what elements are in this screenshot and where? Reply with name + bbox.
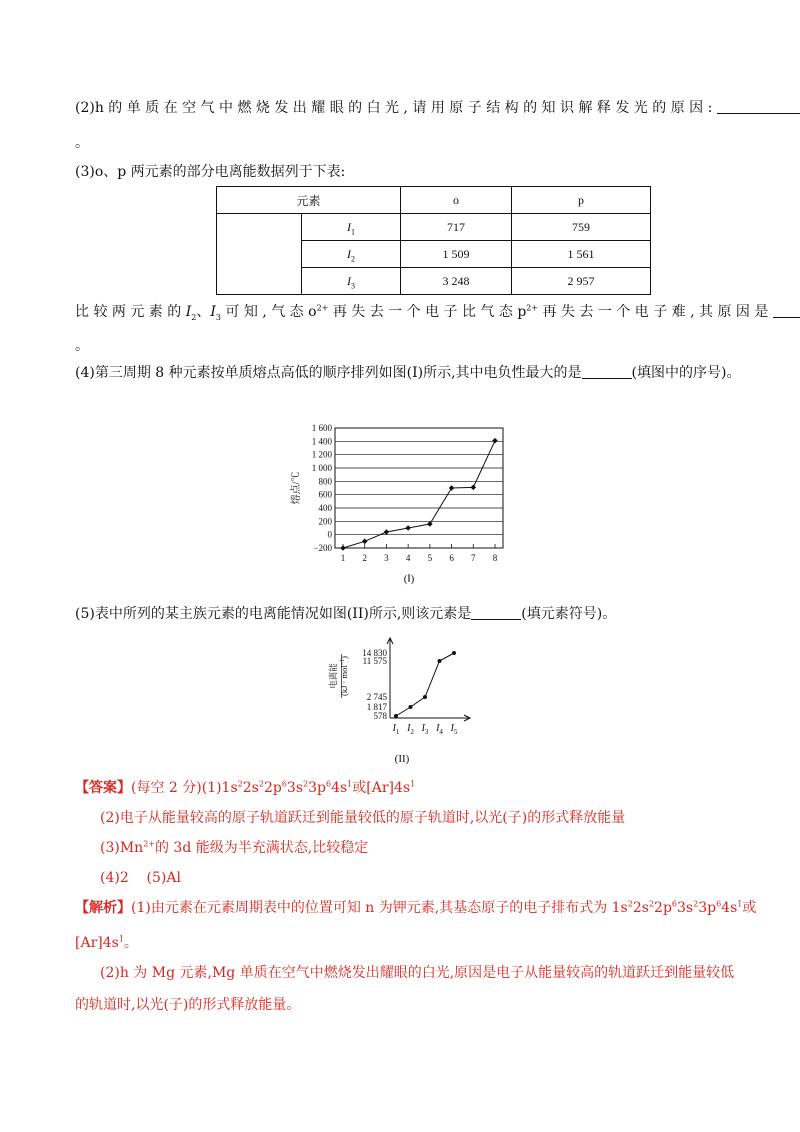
- plot-frame: [335, 428, 503, 548]
- table-cell-label: $I_2$: [302, 241, 401, 268]
- table-empty-cell: [217, 214, 302, 295]
- table-cell: 3 248: [401, 268, 512, 295]
- table-cell: 1 509: [401, 241, 512, 268]
- answer-blank: [773, 303, 800, 318]
- y-tick-label: 1 000: [311, 463, 332, 473]
- y-tick-label: 800: [318, 476, 332, 487]
- data-point: [423, 695, 427, 699]
- x-tick-label: 5: [427, 553, 433, 563]
- y-axis-label: 电离能: [328, 663, 338, 689]
- x-tick-label: $I_5$: [450, 723, 458, 736]
- question-2-text: (2)h 的 单 质 在 空 气 中 燃 烧 发 出 耀 眼 的 白 光 , 请 用 原 子 结 构 的 知 识 解 释 发 光 的 原 因 :: [75, 100, 713, 116]
- table-cell: 1 561: [512, 241, 651, 268]
- answer-line-3: $(3)Mn^{2+}$的 3d 能级为半充满状态,比较稳定: [100, 839, 369, 856]
- x-tick-label: $I_2$: [407, 723, 414, 736]
- series-line: [396, 653, 454, 716]
- data-point: [362, 539, 368, 545]
- answer-blank: [582, 364, 632, 379]
- data-point: [427, 521, 433, 527]
- y-tick-label: 1 600: [311, 423, 332, 433]
- data-point: [449, 485, 455, 491]
- melting-point-chart: [285, 420, 525, 590]
- analysis-line-4: 的轨道时,以光(子)的形式释放能量。: [75, 997, 301, 1013]
- table-header-cell: o: [401, 187, 512, 214]
- data-point: [340, 545, 346, 551]
- analysis-line-2: $[Ar]4s^1$。: [75, 934, 138, 951]
- ionization-energy-table: [216, 186, 651, 295]
- answer-line-1: 【答案】(每空 2 分)$(1)1s^22s^22p^63s^23p^64s^1$或$[Ar]4s^1$: [75, 779, 416, 796]
- x-tick-label: $I_3$: [421, 723, 429, 736]
- y-tick-label: 1 817: [366, 702, 387, 712]
- question-5: (5)表中所列的某主族元素的电离能情况如图(II)所示,则该元素是 (填元素符号)。: [75, 606, 617, 622]
- y-tick-label: 400: [318, 503, 332, 513]
- question-2-end: 。: [75, 135, 89, 151]
- ionization-energy-chart: [318, 632, 478, 767]
- x-tick-label: 6: [449, 553, 454, 563]
- y-tick-label: 200: [318, 516, 332, 527]
- x-tick-label: 8: [492, 553, 498, 563]
- table-header-cell: p: [512, 187, 651, 214]
- table-header-cell: 元素: [217, 187, 401, 214]
- x-tick-label: $I_1$: [392, 723, 400, 736]
- data-point: [394, 714, 398, 718]
- analysis-tag: 【解析】: [75, 900, 131, 916]
- question-4: (4)第三周期 8 种元素按单质熔点高低的顺序排列如图(I)所示,其中电负性最大的是 (填图中的序号)。: [75, 365, 741, 381]
- table-cell-label: $I_1$: [302, 214, 401, 241]
- x-tick-label: 4: [405, 553, 411, 563]
- x-tick-label: 2: [362, 553, 367, 563]
- data-point: [470, 485, 476, 491]
- x-tick-label: 1: [340, 553, 346, 563]
- y-tick-label: −200: [313, 543, 332, 553]
- question-2: [75, 98, 800, 118]
- answer-line-4: (4)2 (5)Al: [100, 870, 181, 886]
- x-tick-label: $I_4$: [436, 723, 443, 736]
- answer-blank: [717, 99, 800, 114]
- y-tick-label: 578: [373, 711, 387, 721]
- answer-tag: 【答案】: [75, 780, 131, 796]
- analysis-line-1: 【解析】(1)由元素在元素周期表中的位置可知 n 为钾元素,其基态原子的电子排布式为 $1s^22s^22p^63s^23p^64s^1$或: [75, 899, 757, 916]
- y-tick-label: 1 400: [311, 436, 332, 447]
- chart-caption: (II): [394, 753, 410, 765]
- table-header-row: [217, 187, 651, 214]
- analysis-line-3: (2)h 为 Mg 元素,Mg 单质在空气中燃烧发出耀眼的白光,原因是电子从能量较高的轨道跃迁到能量较低: [100, 965, 735, 981]
- y-tick-label: 600: [318, 489, 332, 500]
- data-point: [452, 651, 456, 655]
- question-3-intro: (3)o、p 两元素的部分电离能数据列于下表:: [75, 164, 346, 180]
- question-3-compare: 比 较 两 元 素 的 $I_2$、$I_3$ 可 知 , 气 态 $o^{2+}$ 再 失 去 一 个 电 子 比 气 态 $p^{2+}$ 再 失 去 一 个 电 子 难 , 其 原 因 是: [75, 302, 800, 322]
- y-tick-label: 0: [327, 529, 332, 540]
- chart-caption: (Ⅰ): [403, 573, 415, 585]
- y-tick-label: 11 575: [362, 656, 387, 666]
- answer-line-2: (2)电子从能量较高的原子轨道跃迁到能量较低的原子轨道时,以光(子)的形式释放能量: [100, 810, 626, 826]
- table-cell: 2 957: [512, 268, 651, 295]
- y-tick-label: 14 830: [362, 648, 387, 658]
- table-cell: 759: [512, 214, 651, 241]
- x-tick-label: 3: [384, 553, 389, 563]
- data-point: [492, 438, 498, 444]
- table-cell: 717: [401, 214, 512, 241]
- table-row: [217, 214, 651, 241]
- y-tick-label: 1 200: [311, 449, 332, 460]
- question-3-end: 。: [75, 338, 89, 354]
- answer-blank: [471, 605, 521, 620]
- x-tick-label: 7: [471, 553, 476, 563]
- table-cell-label: $I_3$: [302, 268, 401, 295]
- y-axis-label: 熔点/℃: [291, 471, 302, 505]
- y-tick-label: 2 745: [366, 692, 387, 702]
- y-axis-unit: (kJ · mol$^{-1}$): [339, 656, 349, 696]
- data-point: [384, 529, 390, 535]
- data-point: [409, 705, 413, 709]
- data-point: [405, 525, 411, 531]
- data-point: [438, 659, 442, 663]
